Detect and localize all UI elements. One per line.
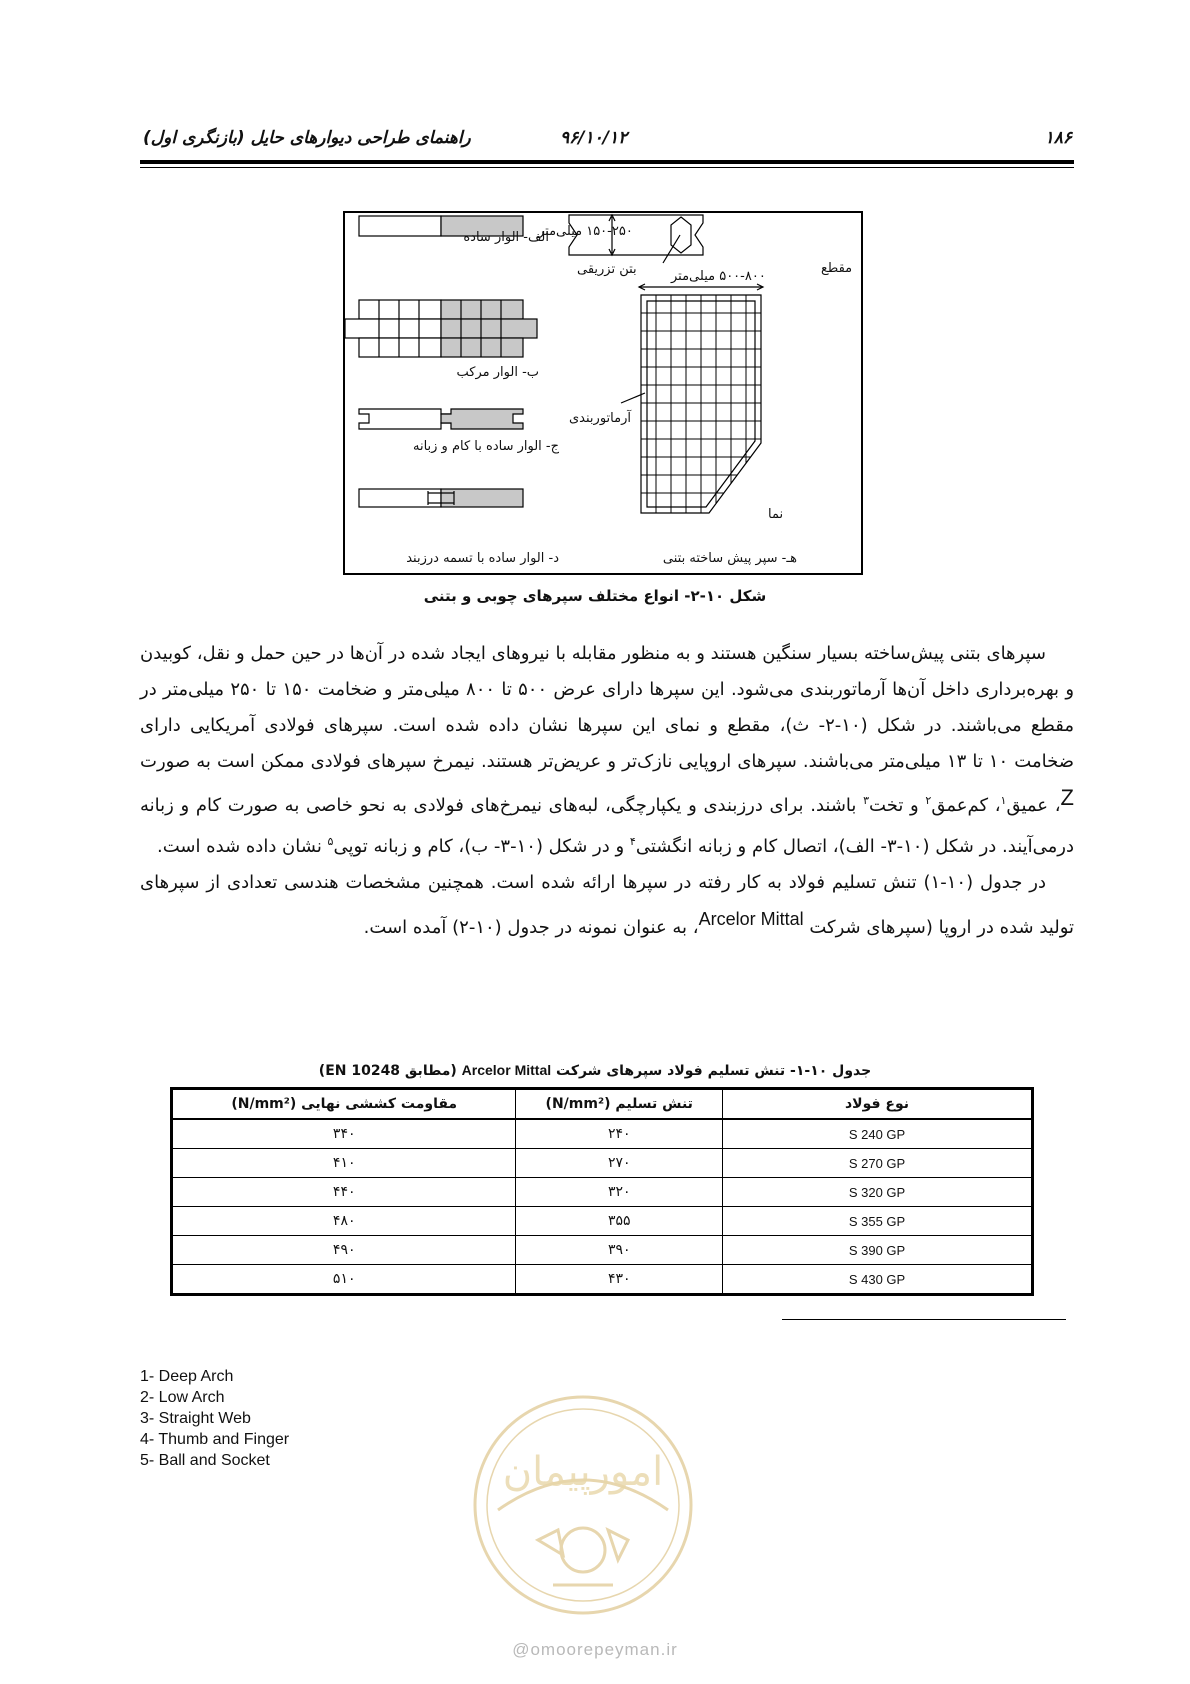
watermark-site: @omoorepeyman.ir <box>512 1640 678 1659</box>
label-precast-concrete: هـ- سپر پیش ساخته بتنی <box>662 551 797 566</box>
cell-grade: S 240 GP <box>723 1119 1033 1149</box>
paragraph-1: سپرهای بتنی پیش‌ساخته بسیار سنگین هستند و به منظور مقابله با نیروهای ایجاد شده در آن‌ها در حین حمل و نقل، کوبیدن و بهره‌برداری داخل آن‌ها آرماتوربندی می‌شود. این سپرها دارای عرض ۵۰۰ تا ۸۰۰ میلی‌متر و ضخامت ۱۵۰ تا ۲۵۰ میلی‌متر در مقطع می‌باشند. در شکل (۱۰-۲- ث)، مقطع و نمای این سپرها نشان داده شده است. سپرهای فولادی آمریکایی دارای ضخامت ۱۰ تا ۱۳ میلی‌متر می‌باشند. سپرهای اروپایی نازک‌تر و عریض‌تر هستند. نیمرخ سپرهای فولادی ممکن است به صورت Z، عمیق$^۱$، کم‌عمق$^۲$ و تخت$^۳$ باشند. برای درزبندی و یکپارچگی، لبه‌های نیمرخ‌های فولادی به نحو خاصی به صورت کام و زبانه درمی‌آیند. در شکل (۱۰-۳- الف)، اتصال کام و زبانه انگشتی$^۴$ و در شکل (۱۰-۳- ب)، کام و زبانه توپی$^۵$ نشان داده شده است. <box>140 643 1075 857</box>
footnote-ref-5: ۵ <box>327 835 334 848</box>
cell-yield: ۳۵۵ <box>516 1207 723 1236</box>
label-reinforcement: آرماتوربندی <box>569 411 631 426</box>
watermark-logo-text: امورپیمان <box>502 1449 664 1495</box>
header-rule-thin <box>140 167 1074 168</box>
cell-grade: S 320 GP <box>723 1178 1033 1207</box>
footnote-ref-4: ۴ <box>629 835 636 848</box>
table-row <box>172 1149 1033 1178</box>
figure-sheet-pile-types <box>343 211 863 575</box>
footnote-ref-1: ۱ <box>1000 794 1007 807</box>
footnote-ref-2: ۲ <box>925 794 932 807</box>
cell-ultimate: ۴۱۰ <box>172 1149 516 1178</box>
cell-grade: S 390 GP <box>723 1236 1033 1265</box>
label-strap-joint: د- الوار ساده با تسمه درزبند <box>406 551 559 566</box>
footnotes <box>140 1366 289 1471</box>
footnote-1: 1- Deep Arch <box>140 1368 234 1385</box>
yield-stress-table <box>170 1087 1034 1296</box>
table-header-row <box>172 1089 1033 1120</box>
watermark-seal-icon <box>468 1390 698 1620</box>
cell-yield: ۴۳۰ <box>516 1265 723 1295</box>
footnote-2: 2- Low Arch <box>140 1389 225 1406</box>
label-facade: نما <box>768 507 784 522</box>
cell-yield: ۳۲۰ <box>516 1178 723 1207</box>
cell-ultimate: ۴۸۰ <box>172 1207 516 1236</box>
label-thickness: ۱۵۰-۲۵۰ میلی‌متر <box>538 224 633 239</box>
header-date: ۹۶/۱۰/۱۲ <box>560 128 628 148</box>
label-tongue-groove: ج- الوار ساده با کام و زبانه <box>412 439 559 454</box>
page-number: ۱۸۶ <box>1044 128 1072 148</box>
cell-yield: ۲۷۰ <box>516 1149 723 1178</box>
z-profile-letter: Z <box>1060 785 1074 810</box>
label-grout: بتن تزریقی <box>577 262 637 277</box>
header-steel-grade: نوع فولاد <box>723 1089 1033 1120</box>
cell-yield: ۳۹۰ <box>516 1236 723 1265</box>
cell-grade: S 355 GP <box>723 1207 1033 1236</box>
paragraph-2: در جدول (۱۰-۱) تنش تسلیم فولاد به کار رفته در سپرها ارائه شده است. همچنین مشخصات هندسی تعدادی از سپرهای تولید شده در اروپا (سپرهای شرکت Arcelor Mittal، به عنوان نمونه در جدول (۱۰-۲) آمده است. <box>140 872 1074 938</box>
company-name: Arcelor Mittal <box>698 909 804 929</box>
footnote-ref-3: ۳ <box>863 794 870 807</box>
footnote-3: 3- Straight Web <box>140 1410 251 1427</box>
cell-ultimate: ۳۴۰ <box>172 1119 516 1149</box>
body-text <box>140 636 1074 946</box>
label-compound-plank: ب- الوار مرکب <box>456 365 539 380</box>
cell-ultimate: ۴۹۰ <box>172 1236 516 1265</box>
table-row <box>172 1265 1033 1295</box>
footnote-rule <box>782 1319 1066 1320</box>
cell-ultimate: ۴۴۰ <box>172 1178 516 1207</box>
cell-grade: S 270 GP <box>723 1149 1033 1178</box>
label-width: ۵۰۰-۸۰۰ میلی‌متر <box>671 269 766 284</box>
table-row <box>172 1236 1033 1265</box>
cell-ultimate: ۵۱۰ <box>172 1265 516 1295</box>
footnote-5: 5- Ball and Socket <box>140 1452 270 1469</box>
header-ultimate-strength: مقاومت کششی نهایی (N/mm²) <box>172 1089 516 1120</box>
header-rule <box>140 160 1074 164</box>
table-row <box>172 1178 1033 1207</box>
label-section: مقطع <box>821 261 853 276</box>
table-row <box>172 1207 1033 1236</box>
footnote-4: 4- Thumb and Finger <box>140 1431 290 1448</box>
table-caption: جدول ۱۰-۱- تنش تسلیم فولاد سپرهای شرکت Arcelor Mittal (مطابق EN 10248) <box>318 1062 872 1079</box>
header-title: راهنمای طراحی دیوارهای حایل (بازنگری اول) <box>143 128 471 148</box>
header-yield-stress: تنش تسلیم (N/mm²) <box>516 1089 723 1120</box>
cell-yield: ۲۴۰ <box>516 1119 723 1149</box>
label-plain-plank: الف- الوار ساده <box>463 230 549 245</box>
cell-grade: S 430 GP <box>723 1265 1033 1295</box>
table-row <box>172 1119 1033 1149</box>
figure-caption: شکل ۱۰-۲- انواع مختلف سپرهای چوبی و بتنی <box>423 587 767 605</box>
